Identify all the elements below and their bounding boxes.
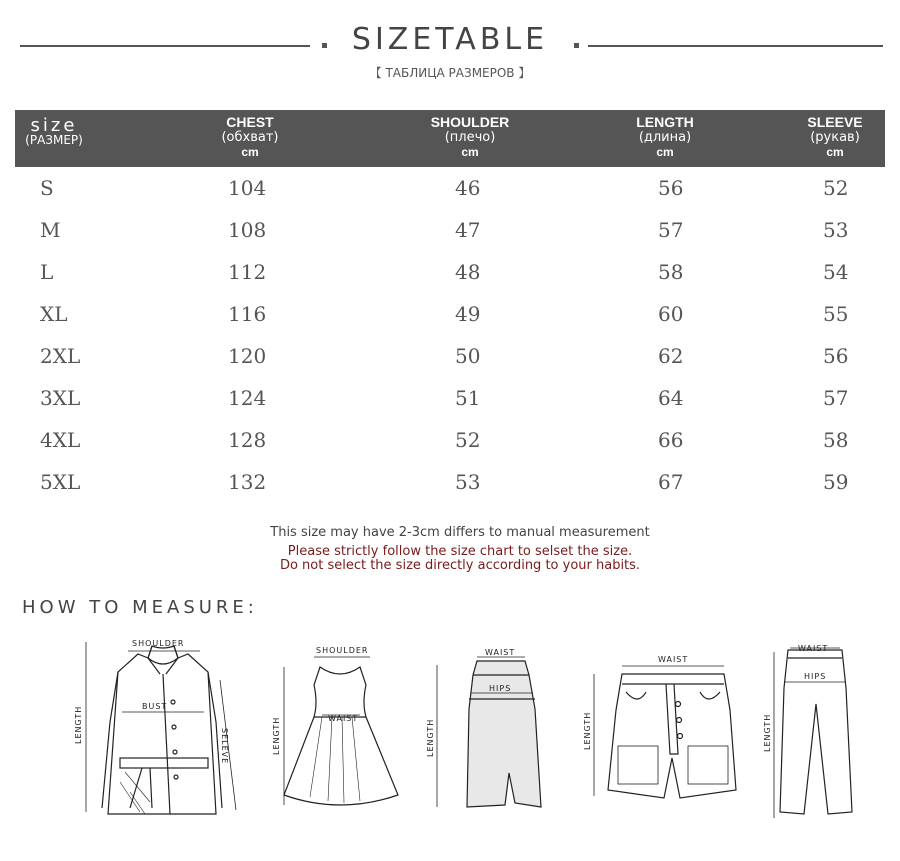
cell-chest: 108 — [228, 218, 267, 242]
cell-size: 4XL — [40, 428, 81, 452]
column-header-russian: (РАЗМЕР) — [25, 133, 83, 147]
column-header-label: CHEST — [226, 114, 274, 130]
column-header-unit: cm — [241, 145, 259, 159]
cell-size: 2XL — [40, 344, 81, 368]
cell-shoulder: 48 — [455, 260, 481, 284]
table-row — [15, 378, 885, 420]
how-to-measure-heading: HOW TO MEASURE: — [22, 597, 258, 618]
skirt-hips-label: HIPS — [489, 684, 512, 693]
page-title: SIZETABLE — [351, 22, 549, 57]
cell-sleeve: 57 — [823, 386, 849, 410]
coat-illustration-icon — [102, 646, 222, 814]
coat-diagram — [70, 632, 250, 822]
cell-chest: 104 — [228, 176, 267, 200]
cell-chest: 132 — [228, 470, 267, 494]
column-header-russian: (плечо) — [444, 130, 496, 145]
column-header-shoulder — [420, 115, 520, 160]
cell-size: XL — [40, 302, 68, 326]
column-header-russian: (длина) — [638, 130, 692, 145]
dress-length-label: LENGTH — [272, 716, 281, 755]
column-header-chest — [205, 115, 295, 160]
column-header-russian: (обхват) — [221, 130, 279, 145]
table-row — [15, 420, 885, 462]
cell-chest: 124 — [228, 386, 267, 410]
dress-measure-lines — [284, 657, 370, 805]
size-table-header — [0, 22, 900, 82]
cell-length: 66 — [658, 428, 684, 452]
cell-shoulder: 51 — [455, 386, 481, 410]
cell-length: 60 — [658, 302, 684, 326]
skirt-waist-label: WAIST — [485, 648, 516, 657]
cell-size: 5XL — [40, 470, 81, 494]
measurement-note: This size may have 2-3cm differs to manual measurement — [270, 525, 650, 540]
cell-chest: 112 — [228, 260, 267, 284]
cell-size: S — [40, 176, 54, 200]
cell-length: 62 — [658, 344, 684, 368]
column-header-unit: cm — [461, 145, 479, 159]
skirt-diagram — [425, 647, 550, 817]
cell-shoulder: 49 — [455, 302, 481, 326]
warning-note-secondary: Do not select the size directly according to your habits. — [279, 558, 641, 573]
skirt-illustration-icon — [467, 661, 541, 807]
table-row — [15, 210, 885, 252]
pants-waist-label: WAIST — [798, 644, 829, 653]
dress-diagram — [270, 645, 400, 815]
cell-size: L — [40, 260, 54, 284]
column-header-label: SHOULDER — [430, 114, 510, 130]
cell-chest: 120 — [228, 344, 267, 368]
cell-shoulder: 52 — [455, 428, 481, 452]
coat-shoulder-label: SHOULDER — [132, 639, 185, 648]
coat-bust-label: BUST — [142, 702, 168, 711]
cell-length: 67 — [658, 470, 684, 494]
pants-diagram — [760, 642, 880, 822]
cell-sleeve: 56 — [823, 344, 849, 368]
cell-length: 56 — [658, 176, 684, 200]
title-divider-right — [588, 45, 883, 47]
shorts-waist-label: WAIST — [658, 655, 689, 664]
cell-sleeve: 54 — [823, 260, 849, 284]
cell-shoulder: 47 — [455, 218, 481, 242]
cell-sleeve: 59 — [823, 470, 849, 494]
cell-sleeve: 58 — [823, 428, 849, 452]
shorts-illustration-icon — [608, 674, 736, 798]
table-row — [15, 462, 885, 504]
dress-waist-label: WAIST — [328, 714, 359, 723]
size-table-body — [15, 168, 885, 504]
shorts-length-label: LENGTH — [583, 711, 592, 750]
skirt-length-label: LENGTH — [426, 718, 435, 757]
column-header-unit: cm — [656, 145, 674, 159]
column-header-label: size — [30, 115, 78, 136]
table-row — [15, 168, 885, 210]
dress-shoulder-label: SHOULDER — [316, 646, 369, 655]
page-subtitle: 【 ТАБЛИЦА РАЗМЕРОВ 】 — [369, 66, 531, 80]
table-row — [15, 336, 885, 378]
cell-sleeve: 52 — [823, 176, 849, 200]
cell-length: 64 — [658, 386, 684, 410]
coat-measure-lines — [86, 642, 236, 812]
shorts-diagram — [578, 650, 748, 810]
table-row — [15, 252, 885, 294]
size-table-header-row — [15, 110, 885, 167]
column-header-russian: (рукав) — [810, 130, 860, 145]
cell-sleeve: 55 — [823, 302, 849, 326]
title-dot-right — [574, 43, 579, 48]
cell-sleeve: 53 — [823, 218, 849, 242]
table-row — [15, 294, 885, 336]
warning-note: Please strictly follow the size chart to selset the size. — [287, 544, 633, 559]
cell-chest: 116 — [228, 302, 267, 326]
cell-length: 57 — [658, 218, 684, 242]
cell-shoulder: 46 — [455, 176, 481, 200]
column-header-label: SLEEVE — [807, 114, 863, 130]
column-header-unit: cm — [826, 145, 844, 159]
pants-length-label: LENGTH — [763, 713, 772, 752]
cell-shoulder: 50 — [455, 344, 481, 368]
column-header-sleeve — [800, 115, 870, 160]
coat-sleeve-label: SELEVE — [220, 728, 229, 765]
column-header-size — [17, 115, 91, 148]
pants-hips-label: HIPS — [804, 672, 827, 681]
dress-illustration-icon — [284, 667, 398, 805]
column-header-label: LENGTH — [636, 114, 694, 130]
cell-length: 58 — [658, 260, 684, 284]
cell-chest: 128 — [228, 428, 267, 452]
cell-shoulder: 53 — [455, 470, 481, 494]
column-header-length — [625, 115, 705, 160]
cell-size: M — [40, 218, 61, 242]
cell-size: 3XL — [40, 386, 81, 410]
coat-length-label: LENGTH — [74, 705, 83, 744]
